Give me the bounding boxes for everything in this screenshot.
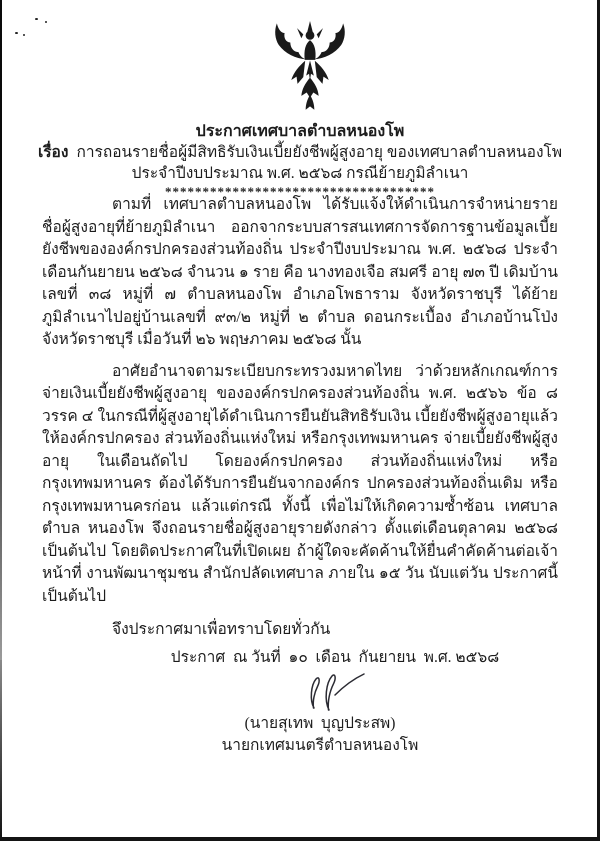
document-header xyxy=(0,121,600,199)
scan-edge-bottom xyxy=(0,837,600,841)
garuda-emblem-icon xyxy=(262,20,358,116)
signature-block xyxy=(62,671,578,757)
closing-line: จึงประกาศมาเพื่อทราบโดยทั่วกัน xyxy=(112,621,331,638)
scan-edge-left xyxy=(0,0,2,660)
subject-label: เรื่อง xyxy=(37,144,69,161)
scan-speck xyxy=(45,21,47,23)
handwritten-signature xyxy=(296,671,368,713)
signatory-name: (นายสุเทพ บุญประสพ) xyxy=(244,715,396,732)
signatory-title: นายกเทศมนตรีตำบลหนองโพ xyxy=(221,737,419,754)
date-line: ประกาศ ณ วันที่ ๑๐ เดือน กันยายน พ.ศ. ๒๕๖๘ xyxy=(170,648,500,666)
scan-speck xyxy=(15,32,18,34)
document-subject-line2: ประจำปีงบประมาณ พ.ศ. ๒๕๖๘ กรณีย้ายภูมิลำเนา xyxy=(131,165,469,182)
scan-speck xyxy=(23,34,25,36)
scan-speck xyxy=(35,18,38,20)
asterisk-divider: ************************************ xyxy=(165,184,435,199)
document-subject-line xyxy=(0,142,600,163)
body-paragraph-1: ตามที่ เทศบาลตำบลหนองโพ ได้รับแจ้งให้ดำเนินการจำหน่ายรายชื่อผู้สูงอายุที่ย้ายภูมิลำเนา ออกจากระบบสารสนเทศการจัดการฐานข้อมูลเบี้ยยังชีพขององค์กรปกครองส่วนท้องถิ่น ประจำปีงบประมาณ พ.ศ. ๒๕๖๘ ประจำเดือนกันยายน ๒๕๖๘ จำนวน ๑ ราย คือ นางทองเจือ สมศรี อายุ ๗๓ ปี เดิมบ้านเลขที่ ๓๘ หมู่ที่ ๗ ตำบลหนองโพ อำเภอโพธาราม จังหวัดราชบุรี ได้ย้ายภูมิลำเนาไปอยู่บ้านเลขที่ ๙๓/๒ หมู่ที่ ๒ ตำบล ดอนกระเบื้อง อำเภอบ้านโป่ง จังหวัดราชบุรี เมื่อวันที่ ๒๖ พฤษภาคม ๒๕๖๘ นั้น xyxy=(42,196,558,348)
subject-text: การถอนรายชื่อผู้มีสิทธิรับเงินเบี้ยยังชีพผู้สูงอายุ ของเทศบาลตำบลหนองโพ xyxy=(76,144,563,161)
scan-edge-left-lower xyxy=(0,660,2,841)
document-title: ประกาศเทศบาลตำบลหนองโพ xyxy=(195,123,405,140)
document-body xyxy=(42,194,558,757)
body-paragraph-2: อาศัยอำนาจตามระเบียบกระทรวงมหาดไทย ว่าด้วยหลักเกณฑ์การจ่ายเงินเบี้ยยังชีพผู้สูงอายุ ขององค์กรปกครองส่วนท้องถิ่น พ.ศ. ๒๕๖๖ ข้อ ๘ วรรค ๔ ในกรณีที่ผู้สูงอายุได้ดำเนินการยืนยันสิทธิรับเงิน เบี้ยยังชีพผู้สูงอายุแล้ว ให้องค์กรปกครอง ส่วนท้องถิ่นแห่งใหม่ หรือกรุงเทพมหานคร จ่ายเบี้ยยังชีพผู้สูงอายุ ในเดือนถัดไป โดยองค์กรปกครอง ส่วนท้องถิ่นแห่งใหม่ หรือกรุงเทพมหานคร ต้องได้รับการยืนยันจากองค์กร ปกครองส่วนท้องถิ่นเดิม หรือกรุงเทพมหานครก่อน แล้วแต่กรณี ทั้งนี้ เพื่อไม่ให้เกิดความซ้ำซ้อน เทศบาลตำบล หนองโพ จึงถอนรายชื่อผู้สูงอายุรายดังกล่าว ตั้งแต่เดือนตุลาคม ๒๕๖๘ เป็นต้นไป โดยติดประกาศในที่เปิดเผย ถ้าผู้ใดจะคัดค้านให้ยื่นคำคัดค้านต่อเจ้าหน้าที่ งานพัฒนาชุมชน สำนักปลัดเทศบาล ภายใน ๑๕ วัน นับแต่วัน ประกาศนี้เป็นต้นไป xyxy=(42,362,558,605)
